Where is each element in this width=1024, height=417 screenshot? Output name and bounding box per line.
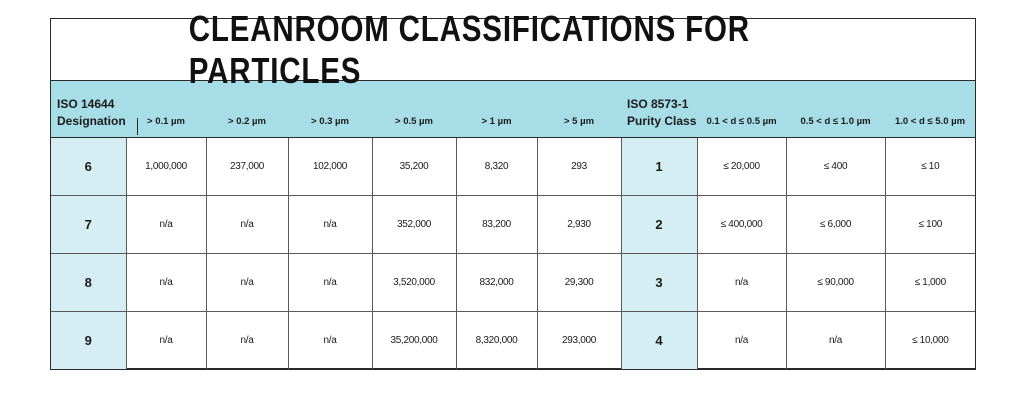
size-cell: n/a <box>126 253 206 311</box>
range-cell: ≤ 400,000 <box>697 195 786 253</box>
range-cell: ≤ 6,000 <box>786 195 885 253</box>
size-cell: 293,000 <box>537 311 621 369</box>
page-title: CLEANROOM CLASSIFICATIONS FOR PARTICLES <box>188 7 750 91</box>
classification-table <box>51 81 975 369</box>
size-cell: 3,520,000 <box>372 253 456 311</box>
header-iso8573-line2: Purity Class <box>627 113 697 128</box>
size-cell: 35,200,000 <box>372 311 456 369</box>
range-cell: ≤ 100 <box>885 195 975 253</box>
size-cell: n/a <box>206 311 288 369</box>
header-size: > 1 µm <box>456 81 537 137</box>
range-cell: ≤ 400 <box>786 137 885 195</box>
header-range: 1.0 < d ≤ 5.0 µm <box>885 81 975 137</box>
table-row <box>51 311 975 369</box>
size-cell: n/a <box>206 195 288 253</box>
designation-cell: 9 <box>51 311 126 369</box>
size-cell: n/a <box>288 253 372 311</box>
designation-cell: 7 <box>51 195 126 253</box>
range-cell: ≤ 10,000 <box>912 334 949 346</box>
header-size: > 5 µm <box>537 81 621 137</box>
size-cell: 8,320 <box>456 137 537 195</box>
range-cell: n/a <box>697 253 786 311</box>
size-cell: 832,000 <box>456 253 537 311</box>
header-range: 0.1 < d ≤ 0.5 µm <box>697 81 786 137</box>
header-iso14644-line1: ISO 14644 <box>57 96 115 111</box>
range-cell: ≤ 1,000 <box>885 253 975 311</box>
size-cell: 35,200 <box>372 137 456 195</box>
range-cell: ≤ 90,000 <box>786 253 885 311</box>
range-cell: n/a <box>786 311 885 369</box>
size-cell: n/a <box>126 195 206 253</box>
classification-table-frame <box>50 7 976 370</box>
purity-class-cell: 4 <box>621 311 697 369</box>
header-size: > 0.3 µm <box>288 81 372 137</box>
purity-class-cell: 3 <box>621 253 697 311</box>
range-cell: n/a <box>697 311 786 369</box>
header-range: 0.5 < d ≤ 1.0 µm <box>786 81 885 137</box>
range-cell: ≤ 10 <box>885 137 975 195</box>
size-cell: 8,320,000 <box>456 311 537 369</box>
header-iso14644 <box>51 81 126 137</box>
size-cell: 2,930 <box>537 195 621 253</box>
title-bar <box>51 7 975 91</box>
size-cell: n/a <box>126 311 206 369</box>
header-size: > 0.5 µm <box>372 81 456 137</box>
size-cell: 83,200 <box>456 195 537 253</box>
size-cell: 1,000,000 <box>126 137 206 195</box>
designation-cell: 8 <box>51 253 126 311</box>
size-cell: n/a <box>206 253 288 311</box>
size-cell: 352,000 <box>372 195 456 253</box>
header-size: > 0.1 µm <box>126 81 206 137</box>
header-iso14644-line2: Designation <box>57 113 126 128</box>
table-row <box>51 253 975 311</box>
size-cell: 237,000 <box>206 137 288 195</box>
size-cell: 29,300 <box>537 253 621 311</box>
purity-class-cell: 1 <box>621 137 697 195</box>
range-cell: ≤ 20,000 <box>697 137 786 195</box>
header-iso8573-line1: ISO 8573-1 <box>627 96 689 111</box>
size-cell: n/a <box>288 311 372 369</box>
designation-cell: 6 <box>51 137 126 195</box>
size-cell: n/a <box>288 195 372 253</box>
purity-class-cell: 2 <box>621 195 697 253</box>
size-cell: 102,000 <box>288 137 372 195</box>
table-row <box>51 195 975 253</box>
table-row <box>51 137 975 195</box>
size-cell: 293 <box>537 137 621 195</box>
header-size: > 0.2 µm <box>206 81 288 137</box>
